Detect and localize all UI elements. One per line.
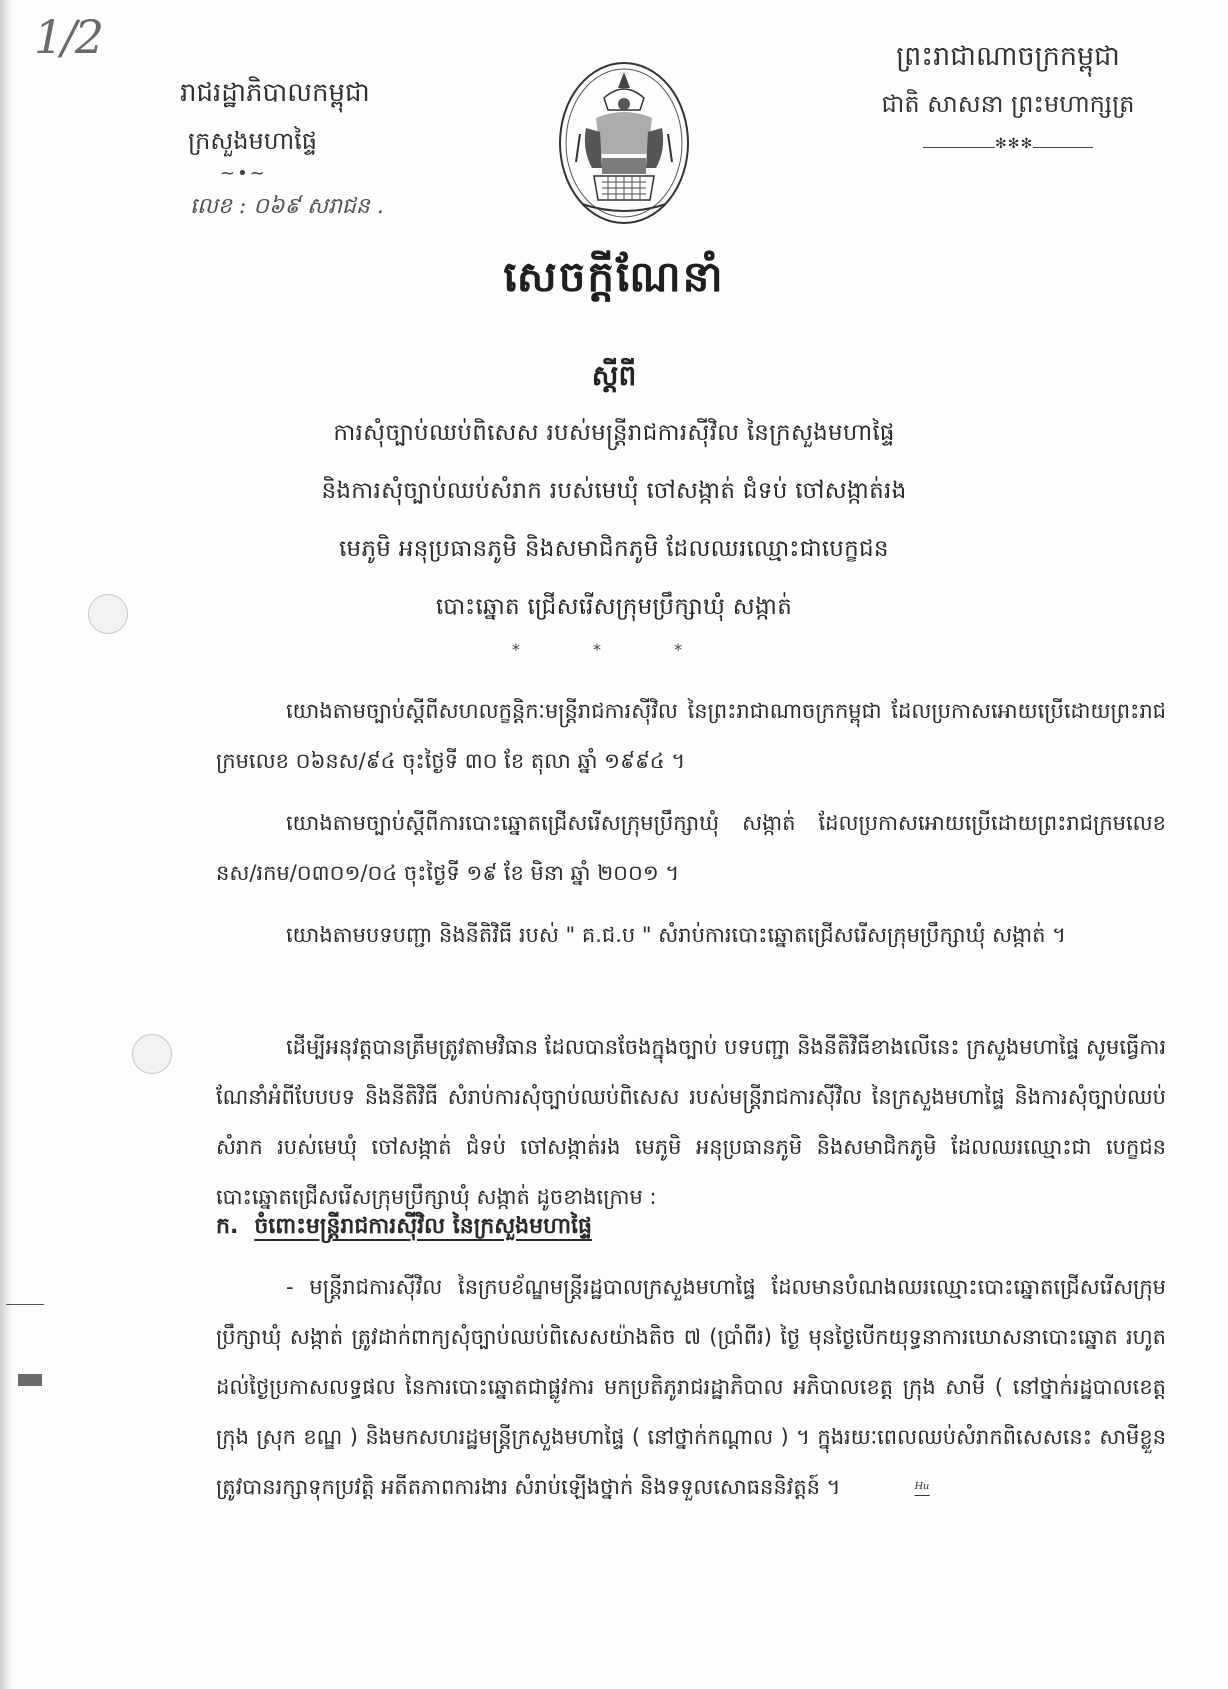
section-a-heading	[216, 1212, 592, 1244]
section-marker: ក.	[216, 1214, 239, 1239]
reference-number: លេខ : ០៦៩ សរាជន .	[190, 194, 384, 219]
subject-line: និងការសុំច្បាប់ឈប់សំរាក របស់មេឃុំ ចៅសង្កាត់ ជំទប់ ចៅសង្កាត់រង	[321, 478, 907, 504]
subject-line: បោះឆ្នោត ជ្រើសរើសក្រុមប្រឹក្សាឃុំ សង្កាត់	[435, 594, 793, 620]
national-motto: ជាតិ សាសនា ព្រះមហាក្សត្រ	[881, 90, 1135, 118]
kingdom-header	[808, 40, 1208, 152]
ministry-name: ក្រសួងមហាផ្ទៃ	[188, 127, 318, 155]
document-title: សេចក្តីណែនាំ	[503, 252, 725, 301]
reference-paragraph	[216, 798, 1166, 898]
section-a-body	[216, 1262, 1166, 1514]
subject-line: មេភូមិ អនុប្រធានភូមិ និងសមាជិកភូមិ ដែលឈរឈ្មោះជាបេក្ខជន	[339, 536, 889, 562]
document-about: ស្តីពី	[591, 359, 637, 392]
divider-ornament: ✻✻✻	[995, 136, 1034, 152]
subject-line: ការសុំច្បាប់ឈប់ពិសេស របស់មន្ត្រីរាជការស៊ីវិល នៃក្រសួងមហាផ្ទៃ	[333, 420, 895, 446]
punch-hole	[132, 1034, 172, 1074]
handwritten-initials: ᴴᵘ	[914, 1479, 930, 1498]
document-subject	[0, 422, 1228, 654]
scan-margin-mark	[18, 1374, 42, 1386]
paragraph-text: យោងតាមច្បាប់ស្តីពីសហលក្ខន្តិកៈមន្ត្រីរាជការស៊ីវិល នៃព្រះរាជាណាចក្រកម្ពុជា ដែលប្រកាសអោយប្រើដោយព្រះរាជក្រមលេខ ០៦នស/៩៤ ចុះថ្ងៃទី ៣០ ខែ តុលា ឆ្នាំ ១៩៩៤ ។	[216, 699, 1166, 773]
scan-margin-line	[6, 1304, 44, 1305]
motto-divider	[923, 136, 1093, 152]
reference-paragraph	[216, 910, 1166, 960]
section-a-paragraph: - មន្ត្រីរាជការស៊ីវិល នៃក្របខ័ណ្ឌមន្ត្រីរដ្ឋបាលក្រសួងមហាផ្ទៃ ដែលមានបំណងឈរឈ្មោះបោះឆ្នោតជ្រើសរើសក្រុមប្រឹក្សាឃុំ សង្កាត់ ត្រូវដាក់ពាក្យសុំច្បាប់ឈប់ពិសេសយ៉ាងតិច ៧ (ប្រាំពីរ) ថ្ងៃ មុនថ្ងៃបើកយុទ្ធនាការឃោសនាបោះឆ្នោត រហូតដល់ថ្ងៃប្រកាសលទ្ធផល នៃការបោះឆ្នោតជាផ្លូវការ មកប្រតិភូរាជរដ្ឋាភិបាល អភិបាលខេត្ត ក្រុង សាមី ( នៅថ្នាក់រដ្ឋបាលខេត្ត ក្រុង ស្រុក ខណ្ឌ ) និងមកសហរដ្ឋមន្ត្រីក្រសួងមហាផ្ទៃ ( នៅថ្នាក់កណ្តាល ) ។ ក្នុងរយៈពេលឈប់សំរាកពិសេសនេះ សាមីខ្លួនត្រូវបានរក្សាទុកប្រវត្តិ អតីតភាពការងារ សំរាប់ឡើងថ្នាក់ និងទទួលសោធននិវត្តន៍ ។	[216, 1275, 1166, 1499]
royal-coat-of-arms-emblem	[556, 58, 692, 228]
government-name: រាជរដ្ឋាភិបាលកម្ពុជា	[180, 78, 370, 108]
paragraph-text: យោងតាមច្បាប់ស្តីពីការបោះឆ្នោតជ្រើសរើសក្រុមប្រឹក្សាឃុំ សង្កាត់ ដែលប្រកាសអោយប្រើដោយព្រះរាជក្រមលេខ នស/រកម/០៣០១/០៤ ចុះថ្ងៃទី ១៩ ខែ មិនា ឆ្នាំ ២០០១ ។	[216, 811, 1166, 885]
issuer-header	[180, 76, 480, 224]
paragraph-text: យោងតាមបទបញ្ជា និងនីតិវិធី របស់ " គ.ជ.ប " សំរាប់ការបោះឆ្នោតជ្រើសរើសក្រុមប្រឹក្សាឃុំ សង្កាត់ ។	[286, 923, 1066, 947]
purpose-paragraph	[216, 1022, 1166, 1222]
paragraph-text: ដើម្បីអនុវត្តបានត្រឹមត្រូវតាមវិធាន ដែលបានចែងក្នុងច្បាប់ បទបញ្ជា និងនីតិវិធីខាងលើនេះ ក្រសួងមហាផ្ទៃ សូមធ្វើការណែនាំអំពីបែបបទ និងនីតិវិធី សំរាប់ការសុំច្បាប់ឈប់ពិសេស របស់មន្ត្រីរាជការស៊ីវិល នៃក្រសួងមហាផ្ទៃ និងការសុំច្បាប់ឈប់សំរាក របស់មេឃុំ ចៅសង្កាត់ ជំទប់ ចៅសង្កាត់រង មេភូមិ អនុប្រធានភូមិ និងសមាជិកភូមិ ដែលឈរឈ្មោះជា បេក្ខជនបោះឆ្នោតជ្រើសរើសក្រុមប្រឹក្សាឃុំ សង្កាត់ ដូចខាងក្រោម :	[216, 1035, 1166, 1209]
ornament-divider: ~•~	[220, 163, 267, 184]
handwritten-page-note: 1/2	[34, 10, 103, 64]
section-separator: * * *	[511, 640, 717, 659]
kingdom-name: ព្រះរាជាណាចក្រកម្ពុជា	[896, 41, 1120, 72]
section-title: ចំពោះមន្ត្រីរាជការស៊ីវិល នៃក្រសួងមហាផ្ទៃ	[254, 1214, 592, 1239]
section-a-text	[216, 1262, 1166, 1514]
punch-hole	[88, 594, 128, 634]
reference-paragraph	[216, 686, 1166, 786]
